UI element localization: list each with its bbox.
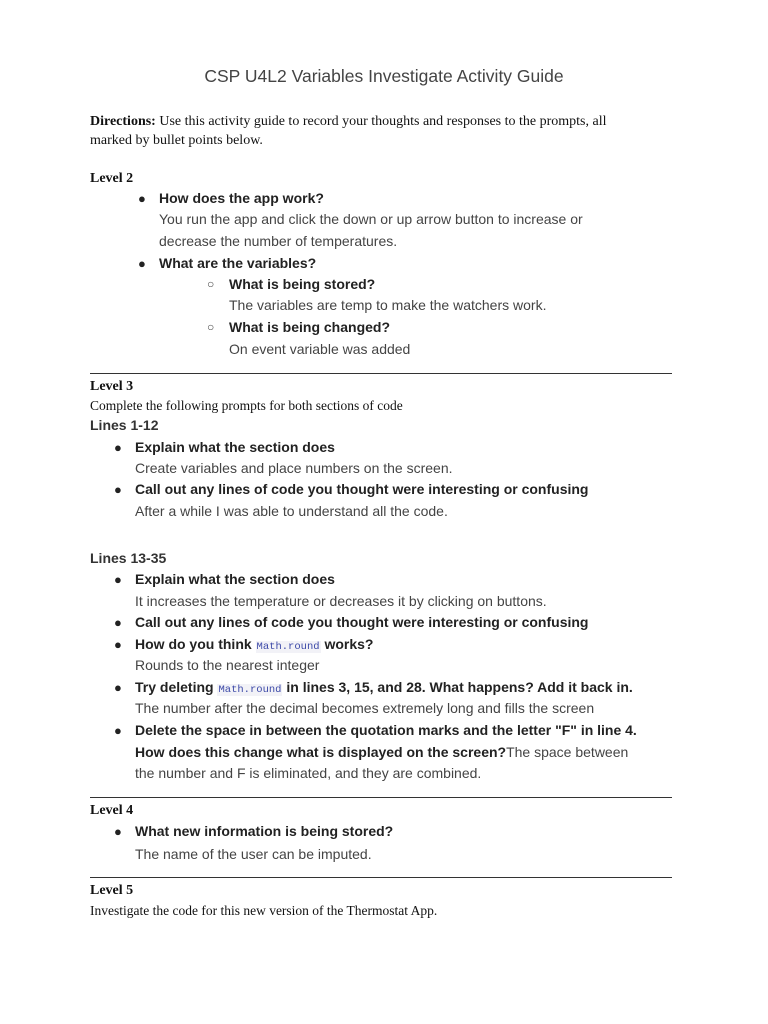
question-math-round: [135, 636, 373, 653]
question-math-round-post: works?: [320, 636, 374, 652]
section-divider: [90, 797, 672, 798]
question-interesting-section-a: Call out any lines of code you thought were interesting or confusing: [135, 481, 589, 497]
bullet-circle: ○: [207, 320, 215, 334]
question-stored: What is being stored?: [229, 276, 376, 292]
question-new-info: What new information is being stored?: [135, 823, 394, 839]
answer-try-deleting: The number after the decimal becomes extremely long and fills the screen: [135, 700, 595, 716]
question-changed: What is being changed?: [229, 319, 391, 335]
answer-changed: On event variable was added: [229, 341, 411, 357]
bullet-dot: ●: [114, 572, 122, 587]
level-3-intro: Complete the following prompts for both sections of code: [90, 398, 403, 413]
directions-line-1: [90, 114, 607, 130]
question-variables: What are the variables?: [159, 255, 317, 271]
answer-how-app-works-2: decrease the number of temperatures.: [159, 233, 398, 249]
answer-delete-space-2: the number and F is eliminated, and they are combined.: [135, 765, 482, 781]
question-delete-space-2: How does this change what is displayed on the screen?: [135, 744, 507, 760]
lines-13-35-heading: Lines 13-35: [90, 550, 167, 566]
bullet-dot: ●: [114, 615, 122, 630]
question-how-app-works: How does the app work?: [159, 190, 324, 206]
level-4-heading: Level 4: [90, 803, 134, 818]
question-delete-space-1: Delete the space in between the quotation marks and the letter "F" in line 4.: [135, 722, 637, 738]
section-divider: [90, 877, 672, 878]
page-title: CSP U4L2 Variables Investigate Activity Guide: [204, 66, 564, 86]
lines-1-12-heading: Lines 1-12: [90, 417, 159, 433]
directions-label: Directions:: [90, 114, 156, 129]
bullet-dot: ●: [114, 824, 122, 839]
question-explain-section-b: Explain what the section does: [135, 571, 335, 587]
question-explain-section-a: Explain what the section does: [135, 439, 335, 455]
bullet-dot: ●: [138, 256, 146, 271]
bullet-dot: ●: [138, 191, 146, 206]
code-math-round: Math.round: [218, 684, 282, 696]
answer-delete-space-1: The space between: [506, 744, 629, 760]
level-5-intro: Investigate the code for this new version of the Thermostat App.: [90, 903, 438, 918]
answer-explain-section-a: Create variables and place numbers on the screen.: [135, 460, 453, 476]
bullet-dot: ●: [114, 680, 122, 695]
question-try-deleting: [135, 679, 633, 696]
answer-math-round: Rounds to the nearest integer: [135, 657, 320, 673]
answer-stored: The variables are temp to make the watchers work.: [229, 297, 547, 313]
section-divider: [90, 373, 672, 374]
question-try-deleting-post: in lines 3, 15, and 28. What happens? Add it back in.: [282, 679, 633, 695]
question-delete-space-line-2: [135, 744, 628, 760]
level-3-heading: Level 3: [90, 379, 134, 394]
code-math-round: Math.round: [256, 641, 320, 653]
level-2-heading: Level 2: [90, 171, 134, 186]
answer-explain-section-b: It increases the temperature or decreases it by clicking on buttons.: [135, 593, 547, 609]
bullet-dot: ●: [114, 723, 122, 738]
question-interesting-section-b: Call out any lines of code you thought were interesting or confusing: [135, 614, 589, 630]
level-5-heading: Level 5: [90, 883, 134, 898]
directions-text-1: Use this activity guide to record your thoughts and responses to the prompts, all: [155, 114, 607, 129]
answer-new-info: The name of the user can be imputed.: [135, 846, 372, 862]
bullet-dot: ●: [114, 637, 122, 652]
directions-line-2: marked by bullet points below.: [90, 133, 263, 148]
answer-interesting-section-a: After a while I was able to understand all the code.: [135, 503, 448, 519]
bullet-circle: ○: [207, 277, 215, 291]
question-try-deleting-pre: Try deleting: [135, 679, 218, 695]
bullet-dot: ●: [114, 482, 122, 497]
question-math-round-pre: How do you think: [135, 636, 256, 652]
answer-how-app-works-1: You run the app and click the down or up arrow button to increase or: [159, 211, 583, 227]
bullet-dot: ●: [114, 440, 122, 455]
